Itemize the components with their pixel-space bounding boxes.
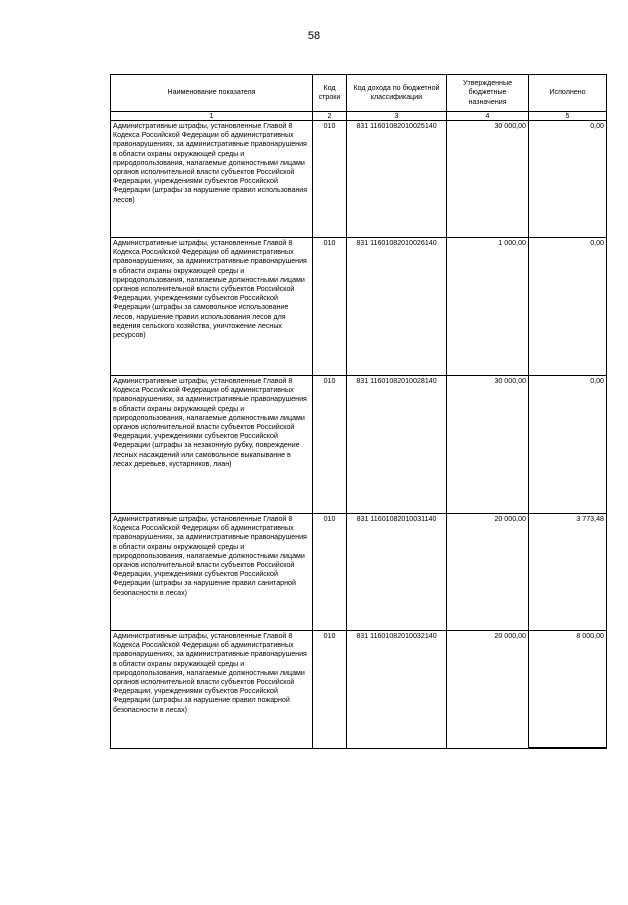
header-line-code: Код строки	[313, 75, 347, 112]
indicator-name: Административные штрафы, установленные Главой 8 Кодекса Российской Федерации об административных правонарушениях, за административные правонарушения в области охраны окружающей среды и природопользования, налагаемые должностными лицами органов исполнительной власти субъектов Российской Федерации, учреждениями субъектов Российской Федерации (штрафы за нарушение правил санитарной безопасности в лесах)	[111, 514, 313, 631]
indicator-name: Административные штрафы, установленные Главой 8 Кодекса Российской Федерации об административных правонарушениях, за административные правонарушения в области охраны окружающей среды и природопользования, налагаемые должностными лицами органов исполнительной власти субъектов Российской Федерации, учреждениями субъектов Российской Федерации (штрафы за самовольное использование лесов, нарушение правил использования лесов для ведения сельского хозяйства, уничтожение лесных ресурсов)	[111, 238, 313, 376]
approved-amount: 20 000,00	[447, 514, 529, 631]
line-code: 010	[313, 631, 347, 749]
header-approved-amount: Утвержденные бюджетные назначения	[447, 75, 529, 112]
header-indicator-name: Наименование показателя	[111, 75, 313, 112]
table-row	[111, 631, 607, 749]
table-row	[111, 376, 607, 514]
approved-amount: 20 000,00	[447, 631, 529, 749]
table-row	[111, 514, 607, 631]
page-number: 58	[307, 30, 321, 42]
column-number: 2	[313, 112, 347, 121]
budget-execution-table	[110, 74, 607, 749]
approved-amount: 30 000,00	[447, 121, 529, 238]
executed-amount: 8 000,00	[529, 631, 607, 749]
income-code: 831 11601082010025140	[347, 121, 447, 238]
line-code: 010	[313, 376, 347, 514]
line-code: 010	[313, 238, 347, 376]
executed-amount: 0,00	[529, 376, 607, 514]
income-code: 831 11601082010028140	[347, 376, 447, 514]
header-executed-amount: Исполнено	[529, 75, 607, 112]
executed-amount: 0,00	[529, 238, 607, 376]
column-number: 5	[529, 112, 607, 121]
column-number: 4	[447, 112, 529, 121]
column-number-row	[111, 112, 607, 121]
income-code: 831 11601082010026140	[347, 238, 447, 376]
indicator-name: Административные штрафы, установленные Главой 8 Кодекса Российской Федерации об административных правонарушениях, за административные правонарушения в области охраны окружающей среды и природопользования, налагаемые должностными лицами органов исполнительной власти субъектов Российской Федерации, учреждениями субъектов Российской Федерации (штрафы за незаконную рубку, повреждение лесных насаждений или самовольное выкапывание в лесах деревьев, кустарников, лиан)	[111, 376, 313, 514]
income-code: 831 11601082010031140	[347, 514, 447, 631]
line-code: 010	[313, 514, 347, 631]
approved-amount: 30 000,00	[447, 376, 529, 514]
income-code: 831 11601082010032140	[347, 631, 447, 749]
table-row	[111, 121, 607, 238]
table-row	[111, 238, 607, 376]
column-number: 1	[111, 112, 313, 121]
approved-amount: 1 000,00	[447, 238, 529, 376]
executed-amount: 0,00	[529, 121, 607, 238]
indicator-name: Административные штрафы, установленные Главой 8 Кодекса Российской Федерации об административных правонарушениях, за административные правонарушения в области охраны окружающей среды и природопользования, налагаемые должностными лицами органов исполнительной власти субъектов Российской Федерации, учреждениями субъектов Российской Федерации (штрафы за нарушение правил использования лесов)	[111, 121, 313, 238]
executed-amount: 3 773,48	[529, 514, 607, 631]
column-number: 3	[347, 112, 447, 121]
header-income-code: Код дохода по бюджетной классификации	[347, 75, 447, 112]
header-row	[111, 75, 607, 112]
line-code: 010	[313, 121, 347, 238]
indicator-name: Административные штрафы, установленные Главой 8 Кодекса Российской Федерации об административных правонарушениях, за административные правонарушения в области охраны окружающей среды и природопользования, налагаемые должностными лицами органов исполнительной власти субъектов Российской Федерации, учреждениями субъектов Российской Федерации (штрафы за нарушение правил пожарной безопасности в лесах)	[111, 631, 313, 749]
